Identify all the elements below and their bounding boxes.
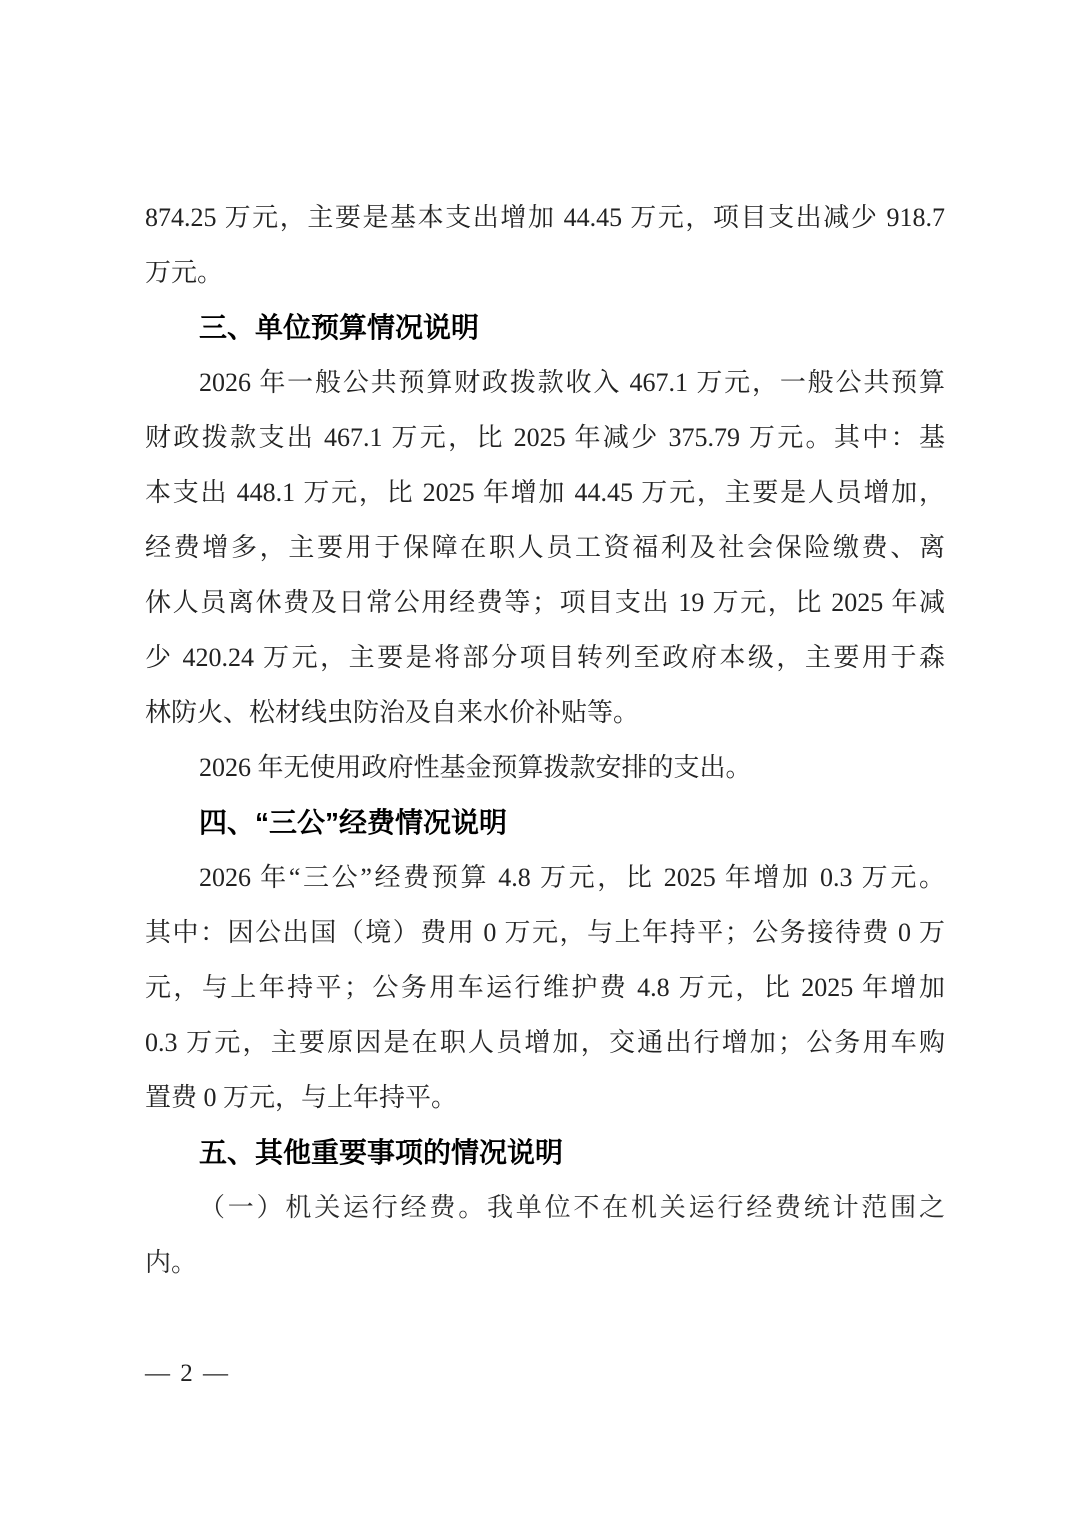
para-budget-line: 林防火、松材线虫防治及自来水价补贴等。 [145,698,640,727]
para-budget-line: 本支出 448.1 万元，比 2025 年增加 44.45 万元，主要是人员增加， [145,478,945,507]
para-sangong-line: 置费 0 万元，与上年持平。 [145,1083,458,1112]
para-overview-line: 874.25 万元，主要是基本支出增加 44.45 万元，项目支出减少 918.7 [145,203,945,232]
para-budget-line: 休人员离休费及日常公用经费等；项目支出 19 万元，比 2025 年减 [145,588,945,617]
page-number: — 2 — [145,1360,230,1387]
para-budget-line: 少 420.24 万元，主要是将部分项目转列至政府本级，主要用于森 [145,643,945,672]
para-operating-expense-line: （一）机关运行经费。我单位不在机关运行经费统计范围之 [199,1193,945,1222]
para-overview-line: 万元。 [145,258,224,287]
para-budget-line: 经费增多，主要用于保障在职人员工资福利及社会保险缴费、离 [145,533,945,562]
para-sangong-line: 0.3 万元，主要原因是在职人员增加，交通出行增加；公务用车购 [145,1028,945,1057]
para-budget-line: 2026 年一般公共预算财政拨款收入 467.1 万元，一般公共预算 [199,368,945,397]
heading-section-five: 五、其他重要事项的情况说明 [199,1137,564,1168]
para-govfund-line: 2026 年无使用政府性基金预算拨款安排的支出。 [199,753,752,782]
para-sangong-line: 元，与上年持平；公务用车运行维护费 4.8 万元，比 2025 年增加 [145,973,945,1002]
para-budget-line: 财政拨款支出 467.1 万元，比 2025 年减少 375.79 万元。其中：基 [145,423,945,452]
document-body [145,190,945,1290]
para-sangong-line: 2026 年“三公”经费预算 4.8 万元，比 2025 年增加 0.3 万元。 [199,863,945,892]
heading-section-three: 三、单位预算情况说明 [199,312,480,343]
para-operating-expense-line: 内。 [145,1248,198,1277]
para-sangong-line: 其中：因公出国（境）费用 0 万元，与上年持平；公务接待费 0 万 [145,918,945,947]
heading-section-four: 四、“三公”经费情况说明 [199,807,508,838]
